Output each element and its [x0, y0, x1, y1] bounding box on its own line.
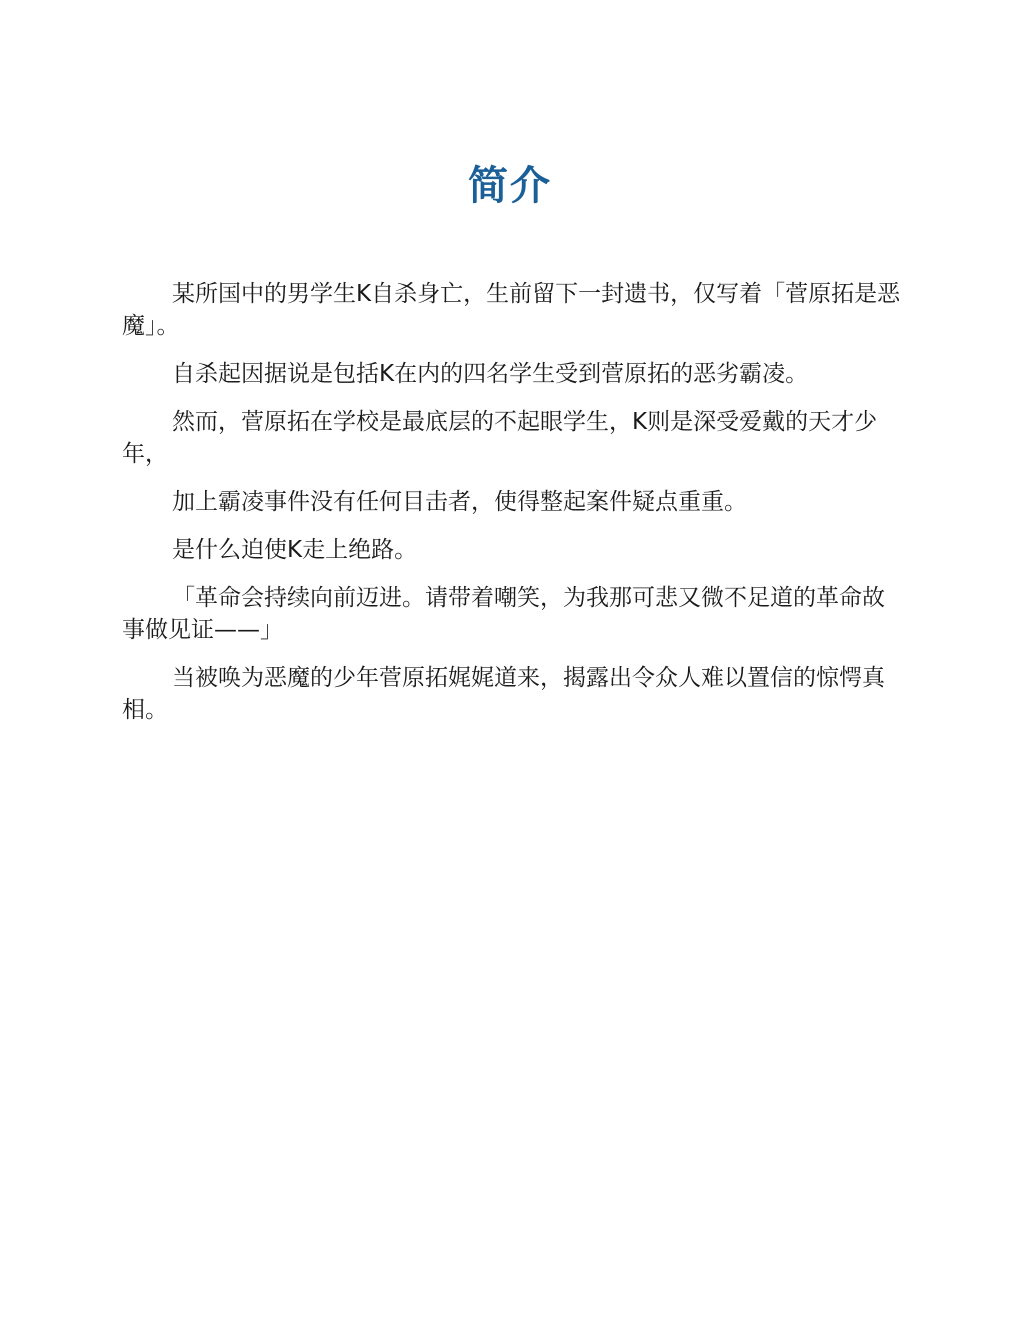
paragraph: 当被唤为恶魔的少年菅原拓娓娓道来，揭露出令众人难以置信的惊愕真相。	[122, 665, 885, 723]
paragraph: 自杀起因据说是包括K在内的四名学生受到菅原拓的恶劣霸凌。	[172, 361, 809, 387]
synopsis-body	[122, 278, 902, 742]
paragraph: 然而，菅原拓在学校是最底层的不起眼学生，K则是深受爱戴的天才少年，	[122, 409, 878, 467]
paragraph: 加上霸凌事件没有任何目击者，使得整起案件疑点重重。	[172, 489, 747, 515]
paragraph: 是什么迫使K走上绝路。	[172, 537, 418, 563]
paragraph: 「革命会持续向前迈进。请带着嘲笑，为我那可悲又微不足道的革命故事做见证——」	[122, 585, 885, 643]
page-title: 简介	[468, 163, 552, 209]
paragraph: 某所国中的男学生K自杀身亡，生前留下一封遗书，仅写着「菅原拓是恶魔」。	[122, 281, 901, 339]
